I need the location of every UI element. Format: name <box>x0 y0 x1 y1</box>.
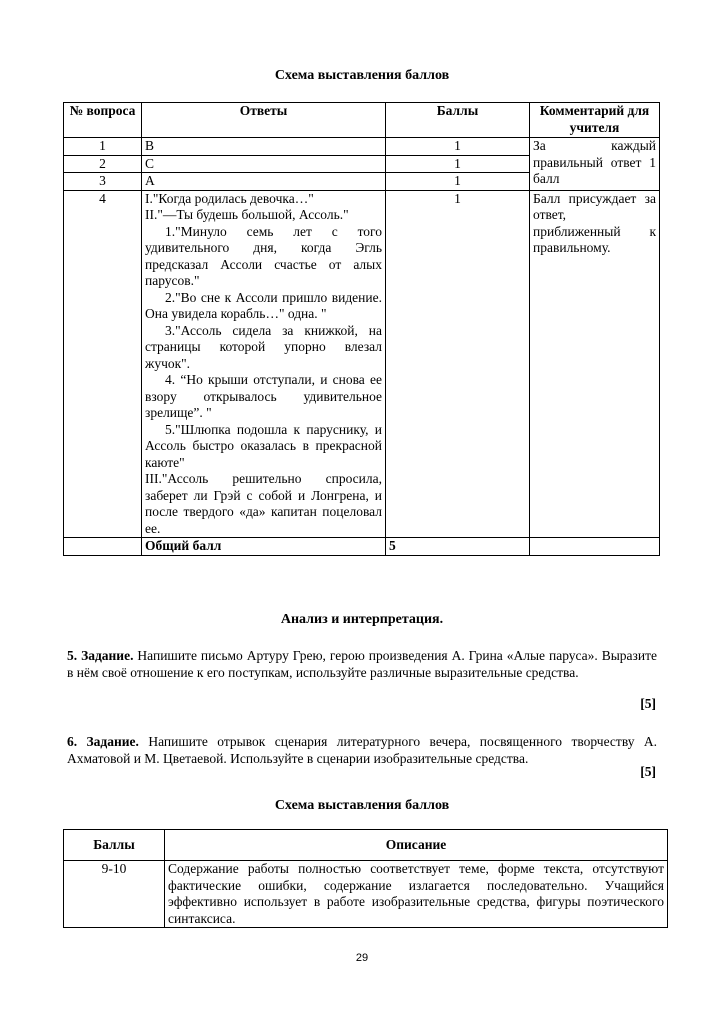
total-label: Общий балл <box>142 538 386 556</box>
task-5-score: [5] <box>640 696 656 711</box>
question-number: 3 <box>64 173 142 191</box>
answer-line: 5."Шлюпка подошла к паруснику, и Ассоль быстро оказалась в прекрасной каюте" <box>145 421 382 470</box>
answer-cell: В <box>142 138 386 156</box>
comment-cell: За каждый правильный ответ 1 балл <box>530 138 660 191</box>
total-value: 5 <box>386 538 530 556</box>
answer-line: I."Когда родилась девочка…" <box>145 190 314 206</box>
comment-cell: Балл присуждает за ответ, приближенный к правильному. <box>530 190 660 538</box>
header-comment: Комментарий для учителя <box>530 103 660 138</box>
empty-cell <box>64 538 142 556</box>
answer-cell-long <box>142 190 386 538</box>
answer-line: 1."Минуло семь лет с того удивительного дня, когда Эгль предсказал Ассоли счастье от алых парусов." <box>145 223 382 288</box>
scoring-scheme-heading-2: Схема выставления баллов <box>274 798 450 813</box>
table-header-row <box>64 830 668 861</box>
task-6-text: Напишите отрывок сценария литературного вечера, посвященного творчеству А. Ахматовой и М. Цветаевой. Используйте в сценарии изобразительные средства. <box>67 734 658 766</box>
header-question-number: № вопроса <box>64 103 142 138</box>
criteria-table <box>63 829 668 928</box>
points-cell: 1 <box>386 155 530 173</box>
question-number: 4 <box>64 190 142 538</box>
description-cell: Содержание работы полностью соответствует теме, форме текста, отсутствуют фактические ошибки, содержание излагается последовательно. Учащийся эффективно использует в работе изобразительные средства, фигуры поэтического синтаксиса. <box>165 861 668 928</box>
task-5 <box>67 647 657 681</box>
answer-line: III."Ассоль решительно спросила, заберет ли Грэй с собой и Лонгрена, и после твердого «да» капитан поцеловал ее. <box>145 471 382 536</box>
page-number: 29 <box>355 952 369 964</box>
task-6-label: 6. Задание. <box>67 734 139 749</box>
points-cell: 1 <box>386 190 530 538</box>
answers-table <box>63 102 660 556</box>
points-cell: 1 <box>386 173 530 191</box>
table-row <box>64 138 660 156</box>
answer-cell: А <box>142 173 386 191</box>
header-points: Баллы <box>386 103 530 138</box>
points-cell: 1 <box>386 138 530 156</box>
task-5-label: 5. Задание. <box>67 648 134 663</box>
question-number: 1 <box>64 138 142 156</box>
answer-line: 2."Во сне к Ассоли пришло видение. Она увидела корабль…" одна. " <box>145 289 382 321</box>
table-row <box>64 861 668 928</box>
answer-line: 4. “Но крыши отступали, и снова ее взору открывалось удивительное зрелище”. " <box>145 372 382 420</box>
header-answers: Ответы <box>142 103 386 138</box>
scoring-scheme-heading: Схема выставления баллов <box>274 68 450 83</box>
answer-line: II."—Ты будешь большой, Ассоль." <box>145 207 349 222</box>
empty-cell <box>530 538 660 556</box>
answer-line: 3."Ассоль сидела за книжкой, на страницы которой упорно влезал жучок". <box>145 322 382 371</box>
task-6 <box>67 733 657 767</box>
task-5-text: Напишите письмо Артуру Грею, герою произведения А. Грина «Алые паруса». Выразите в нём своё отношение к его поступкам, используйте различные выразительные средства. <box>67 648 657 680</box>
table-row <box>64 190 660 538</box>
question-number: 2 <box>64 155 142 173</box>
answer-cell: С <box>142 155 386 173</box>
total-row <box>64 538 660 556</box>
points-range: 9-10 <box>64 861 165 928</box>
table-header-row <box>64 103 660 138</box>
task-6-score: [5] <box>640 764 656 779</box>
header-description: Описание <box>165 830 668 861</box>
analysis-heading: Анализ и интерпретация. <box>280 612 444 627</box>
header-points: Баллы <box>64 830 165 861</box>
